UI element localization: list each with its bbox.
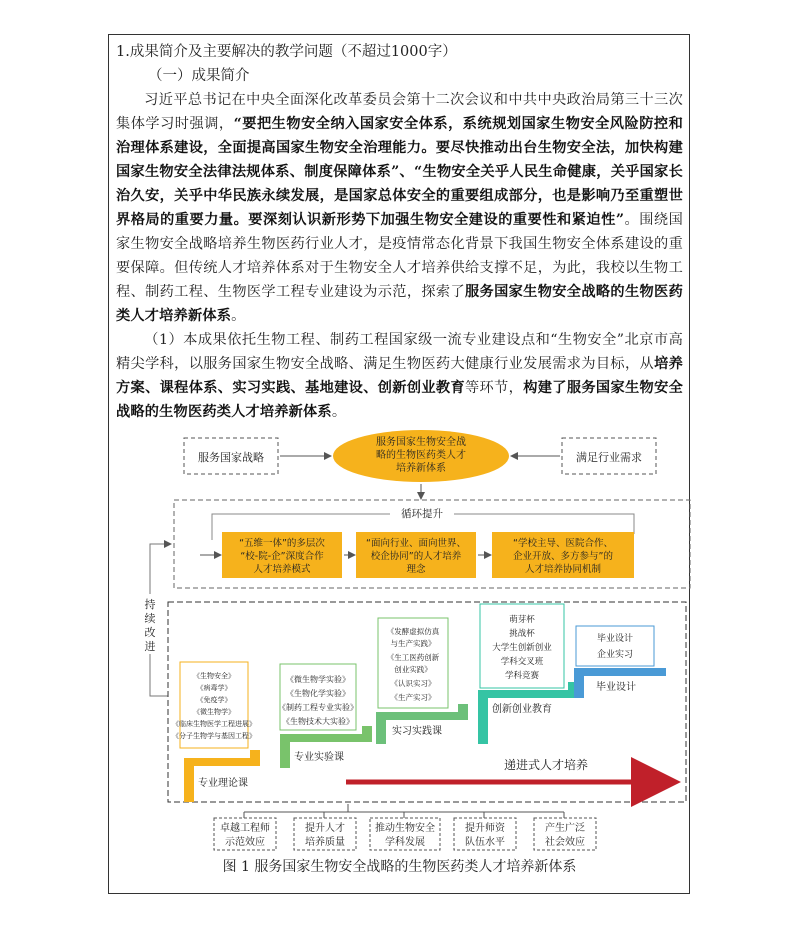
theory-course-3: 《免疫学》 [196, 696, 232, 704]
practice-course-4: 创业实践》 [394, 665, 432, 674]
stair-label-lab: 专业实验课 [294, 752, 344, 763]
stair-label-graduation: 毕业设计 [596, 682, 636, 693]
lab-course-2: 《生物化学实验》 [286, 689, 350, 698]
graduation-box [576, 626, 654, 666]
theory-course-6: 《分子生物学与基因工程》 [172, 732, 256, 740]
core-line-3: 培养新体系 [396, 463, 446, 474]
outcome-4-line-1: 提升师资 [465, 823, 505, 834]
system-diagram [140, 428, 700, 858]
model-2-line-2: 校企协同”的人才培养 [370, 551, 462, 562]
outcome-5-line-1: 产生广泛 [545, 823, 585, 834]
model-3-line-1: “学校主导、医院合作、 [513, 538, 613, 549]
theory-course-1: 《生物安全》 [193, 672, 235, 680]
practice-course-2: 与生产实践》 [390, 639, 436, 648]
progressive-label: 递进式人才培养 [503, 758, 589, 772]
paragraph-point-1 [116, 328, 683, 424]
lab-course-4: 《生物技术大实验》 [282, 717, 354, 726]
stair-label-practice: 实习实践课 [392, 726, 442, 737]
practice-course-5: 《认识实习》 [390, 679, 436, 688]
industry-demand-label: 满足行业需求 [576, 451, 642, 464]
outcome-5-line-2: 社会效应 [545, 837, 585, 848]
model-1-line-3: 人才培养模式 [253, 564, 311, 575]
model-2-line-3: 理念 [406, 564, 426, 575]
theory-course-4: 《微生物学》 [193, 708, 235, 716]
practice-course-6: 《生产实习》 [390, 693, 436, 702]
stair-label-innovation: 创新创业教育 [492, 704, 552, 715]
side-label-4: 进 [144, 640, 156, 653]
outcome-4-line-2: 队伍水平 [465, 837, 505, 848]
lab-course-3: 《制药工程专业实验》 [278, 703, 358, 712]
side-label-2: 续 [144, 612, 156, 625]
model-1-line-2: “校-院-企”深度合作 [240, 551, 324, 562]
outcome-3-line-1: 推动生物安全 [375, 823, 435, 834]
innovation-item-2: 挑战杯 [509, 629, 535, 639]
intro-text-2: 。围绕国家生物安全战略培养生物医药行业人才，是疫情常态化背景下我国生物安全体系建设的重要保障。但传统人才培养体系对于生物安全人才培养供给支撑不足，为此，我校以生物工程、制药工程、生物医学工程专业建设为示范，探索了 [116, 212, 683, 300]
section-heading: 1.成果简介及主要解决的教学问题（不超过1000字） [116, 44, 457, 60]
side-label-3: 改 [144, 626, 156, 639]
outcome-2-line-2: 培养质量 [305, 837, 345, 848]
innovation-item-1: 萌芽杯 [509, 615, 535, 625]
outcome-1-line-1: 卓越工程师 [220, 823, 270, 834]
subsection-heading: （一）成果简介 [148, 68, 250, 84]
innovation-item-4: 学科交叉班 [500, 657, 544, 667]
innovation-item-3: 大学生创新创业 [492, 643, 552, 653]
practice-course-3: 《生工医药创新 [386, 653, 440, 662]
theory-course-2: 《病毒学》 [196, 684, 232, 692]
practice-step [376, 704, 468, 744]
practice-course-1: 《发酵虚拟仿真 [386, 627, 440, 636]
model-3-line-3: 人才培养协同机制 [524, 564, 602, 575]
model-2-line-1: “面向行业、面向世界、 [366, 538, 466, 549]
core-line-2: 略的生物医药类人才 [376, 450, 466, 461]
point1-highlight-1: 培养方案、课程体系、实习实践、基地建设、创新创业教育 [116, 356, 683, 396]
paragraph-intro [116, 88, 683, 328]
model-3-line-2: 企业开放、多方参与”的 [513, 551, 613, 562]
point1-text-3: 。 [331, 404, 347, 420]
model-1-line-1: “五维一体”的多层次 [239, 538, 325, 549]
innovation-item-5: 学科竞赛 [504, 671, 540, 681]
intro-highlight: 服务国家生物安全战略的生物医药类人才培养新体系 [116, 284, 683, 324]
graduation-item-2: 企业实习 [596, 650, 634, 660]
graduation-item-1: 毕业设计 [596, 634, 634, 644]
outcome-1-line-2: 示范效应 [225, 837, 265, 848]
figure-caption: 图 1 服务国家生物安全战略的生物医药类人才培养新体系 [222, 859, 577, 875]
point1-text-2: 等环节， [465, 380, 524, 396]
intro-text-3: 。 [231, 308, 246, 324]
intro-text-1: 习近平总书记在中央全面深化改革委员会第十二次会议和中共中央政治局第三十三次集体学习时强调， [116, 92, 683, 132]
point1-text-1: （1）本成果依托生物工程、制药工程国家级一流专业建设点和“生物安全”北京市高精尖学科，以服务国家生物安全战略、满足生物医药大健康行业发展需求为目标，从 [116, 332, 683, 372]
national-strategy-label: 服务国家战略 [198, 451, 264, 464]
point1-highlight-2: 构建了服务国家生物安全战略的生物医药类人才培养新体系 [116, 380, 683, 420]
cycle-label: 循环提升 [401, 508, 443, 520]
outcome-3-line-2: 学科发展 [385, 837, 425, 848]
outcome-2-line-1: 提升人才 [305, 823, 345, 834]
core-line-1: 服务国家生物安全战 [376, 437, 466, 448]
intro-quote: “要把生物安全纳入国家安全体系，系统规划国家生物安全风险防控和治理体系建设，全面提高国家生物安全治理能力。要尽快推动出台生物安全法，加快构建国家生物安全法律法规体系、制度保障体系”、“生物安全关乎人民生命健康，关乎国家长治久安，关乎中华民族永续发展，是国家总体安全的重要组成部分，也是影响乃至重塑世界格局的重要力量。要深刻认识新形势下加强生物安全建设的重要性和紧迫性” [116, 116, 683, 228]
side-label-1: 持 [144, 598, 156, 611]
theory-step [184, 750, 260, 802]
theory-course-5: 《临床生物医学工程进展》 [172, 720, 256, 728]
lab-course-1: 《微生物学实验》 [286, 675, 350, 684]
stair-label-theory: 专业理论课 [198, 778, 248, 789]
